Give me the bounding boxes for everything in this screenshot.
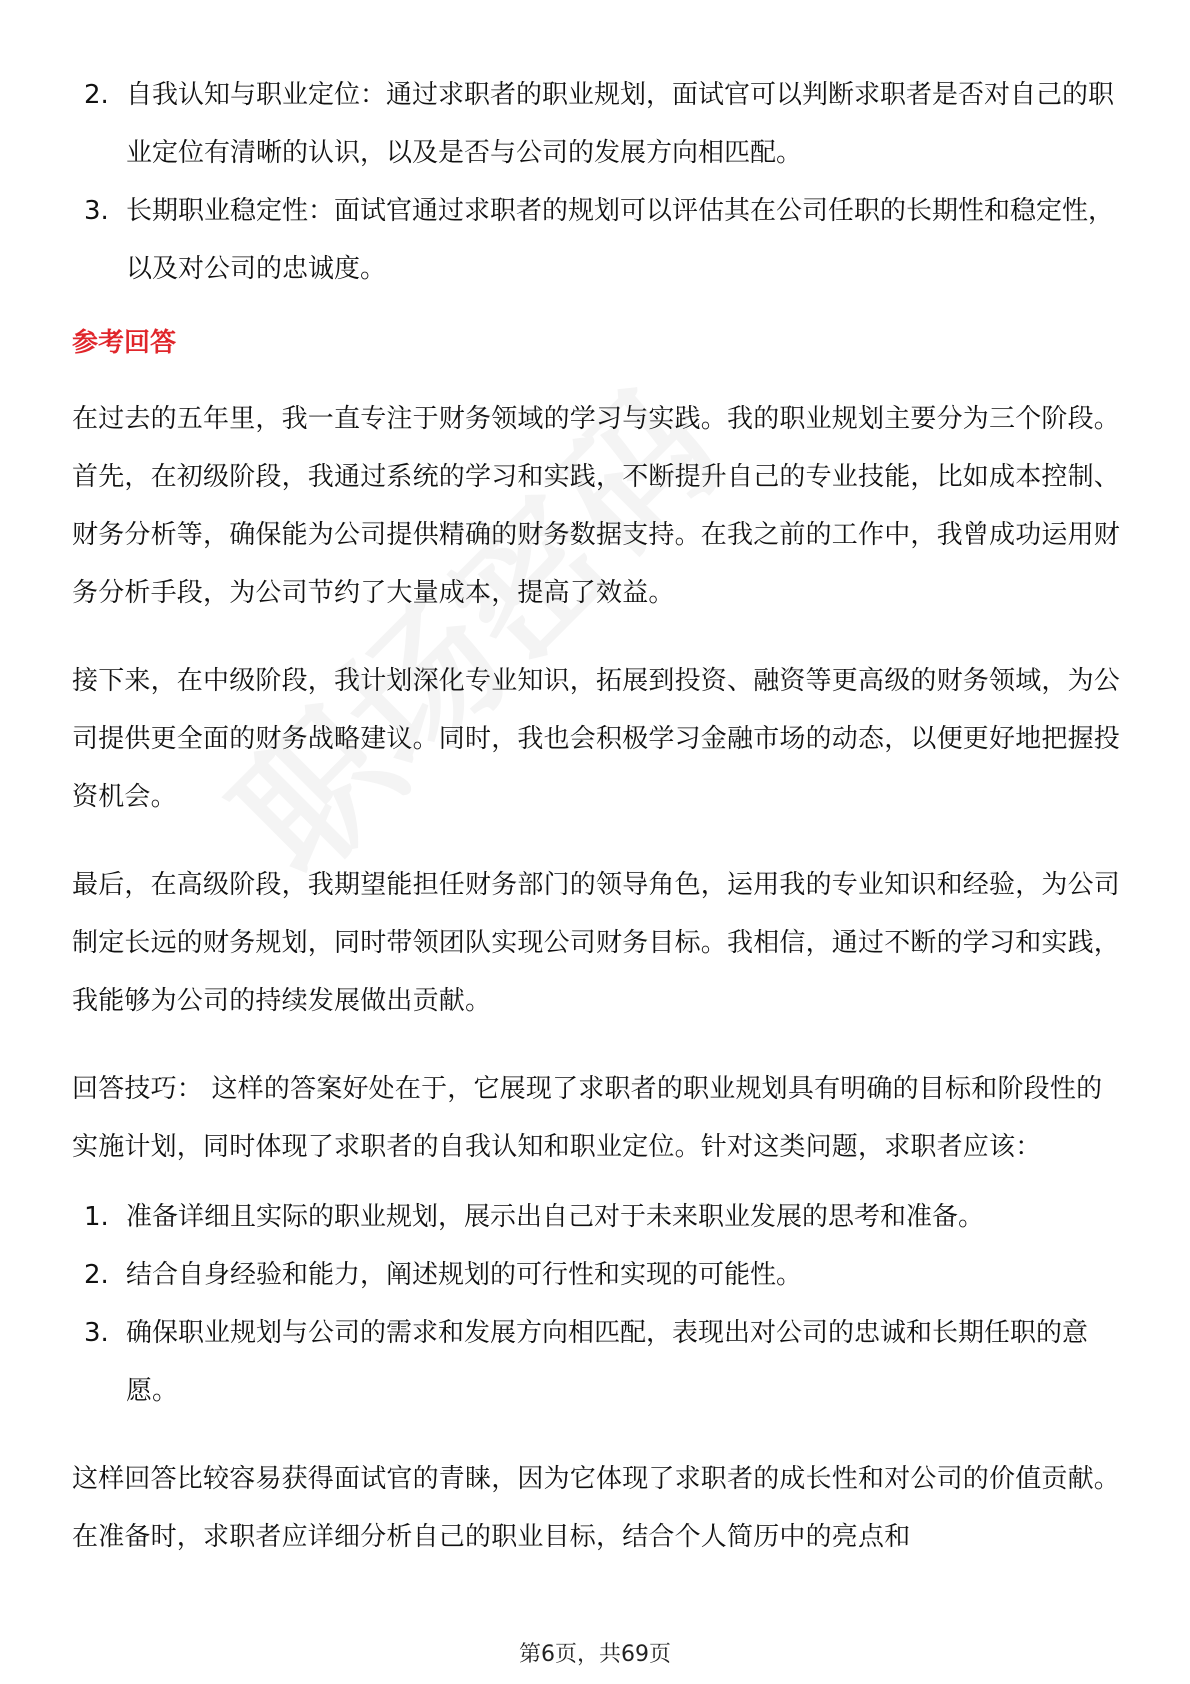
list-item: [72, 182, 1122, 298]
paragraph: 在过去的五年里，我一直专注于财务领域的学习与实践。我的职业规划主要分为三个阶段。首先，在初级阶段，我通过系统的学习和实践，不断提升自己的专业技能，比如成本控制、财务分析等，确保能为公司提供精确的财务数据支持。在我之前的工作中，我曾成功运用财务分析手段，为公司节约了大量成本，提高了效益。: [72, 404, 1121, 608]
page-content: [72, 66, 1122, 1566]
paragraph: 接下来，在中级阶段，我计划深化专业知识，拓展到投资、融资等更高级的财务领域，为公司提供更全面的财务战略建议。同时，我也会积极学习金融市场的动态，以便更好地把握投资机会。: [72, 666, 1121, 812]
tips-numbered-list: [72, 1188, 1122, 1420]
section-heading: 参考回答: [72, 328, 177, 358]
paragraph: 最后，在高级阶段，我期望能担任财务部门的领导角色，运用我的专业知识和经验，为公司制定长远的财务规划，同时带领团队实现公司财务目标。我相信，通过不断的学习和实践，我能够为公司的持续发展做出贡献。: [72, 870, 1121, 1016]
closing-paragraph: 这样回答比较容易获得面试官的青睐，因为它体现了求职者的成长性和对公司的价值贡献。在准备时，求职者应详细分析自己的职业目标，结合个人简历中的亮点和: [72, 1464, 1121, 1552]
list-item: [72, 66, 1122, 182]
list-item: [72, 1188, 1122, 1246]
list-item-text: 确保职业规划与公司的需求和发展方向相匹配，表现出对公司的忠诚和长期任职的意愿。: [126, 1318, 1089, 1406]
list-item-number: 1.: [84, 1202, 109, 1232]
list-item-text: 准备详细且实际的职业规划，展示出自己对于未来职业发展的思考和准备。: [126, 1202, 985, 1232]
list-item-number: 3.: [84, 196, 109, 226]
paragraph: 回答技巧： 这样的答案好处在于，它展现了求职者的职业规划具有明确的目标和阶段性的实施计划，同时体现了求职者的自我认知和职业定位。针对这类问题，求职者应该：: [72, 1074, 1103, 1162]
list-item: [72, 1304, 1122, 1420]
list-item: [72, 1246, 1122, 1304]
top-numbered-list: [72, 66, 1122, 298]
list-item-text: 结合自身经验和能力，阐述规划的可行性和实现的可能性。: [126, 1260, 803, 1290]
list-item-number: 3.: [84, 1318, 109, 1348]
page-number-footer: 第6页，共69页: [519, 1642, 671, 1667]
list-item-number: 2.: [84, 80, 109, 110]
list-item-number: 2.: [84, 1260, 109, 1290]
list-item-text: 长期职业稳定性：面试官通过求职者的规划可以评估其在公司任职的长期性和稳定性，以及对公司的忠诚度。: [126, 196, 1115, 284]
list-item-text: 自我认知与职业定位：通过求职者的职业规划，面试官可以判断求职者是否对自己的职业定位有清晰的认识，以及是否与公司的发展方向相匹配。: [126, 80, 1115, 168]
